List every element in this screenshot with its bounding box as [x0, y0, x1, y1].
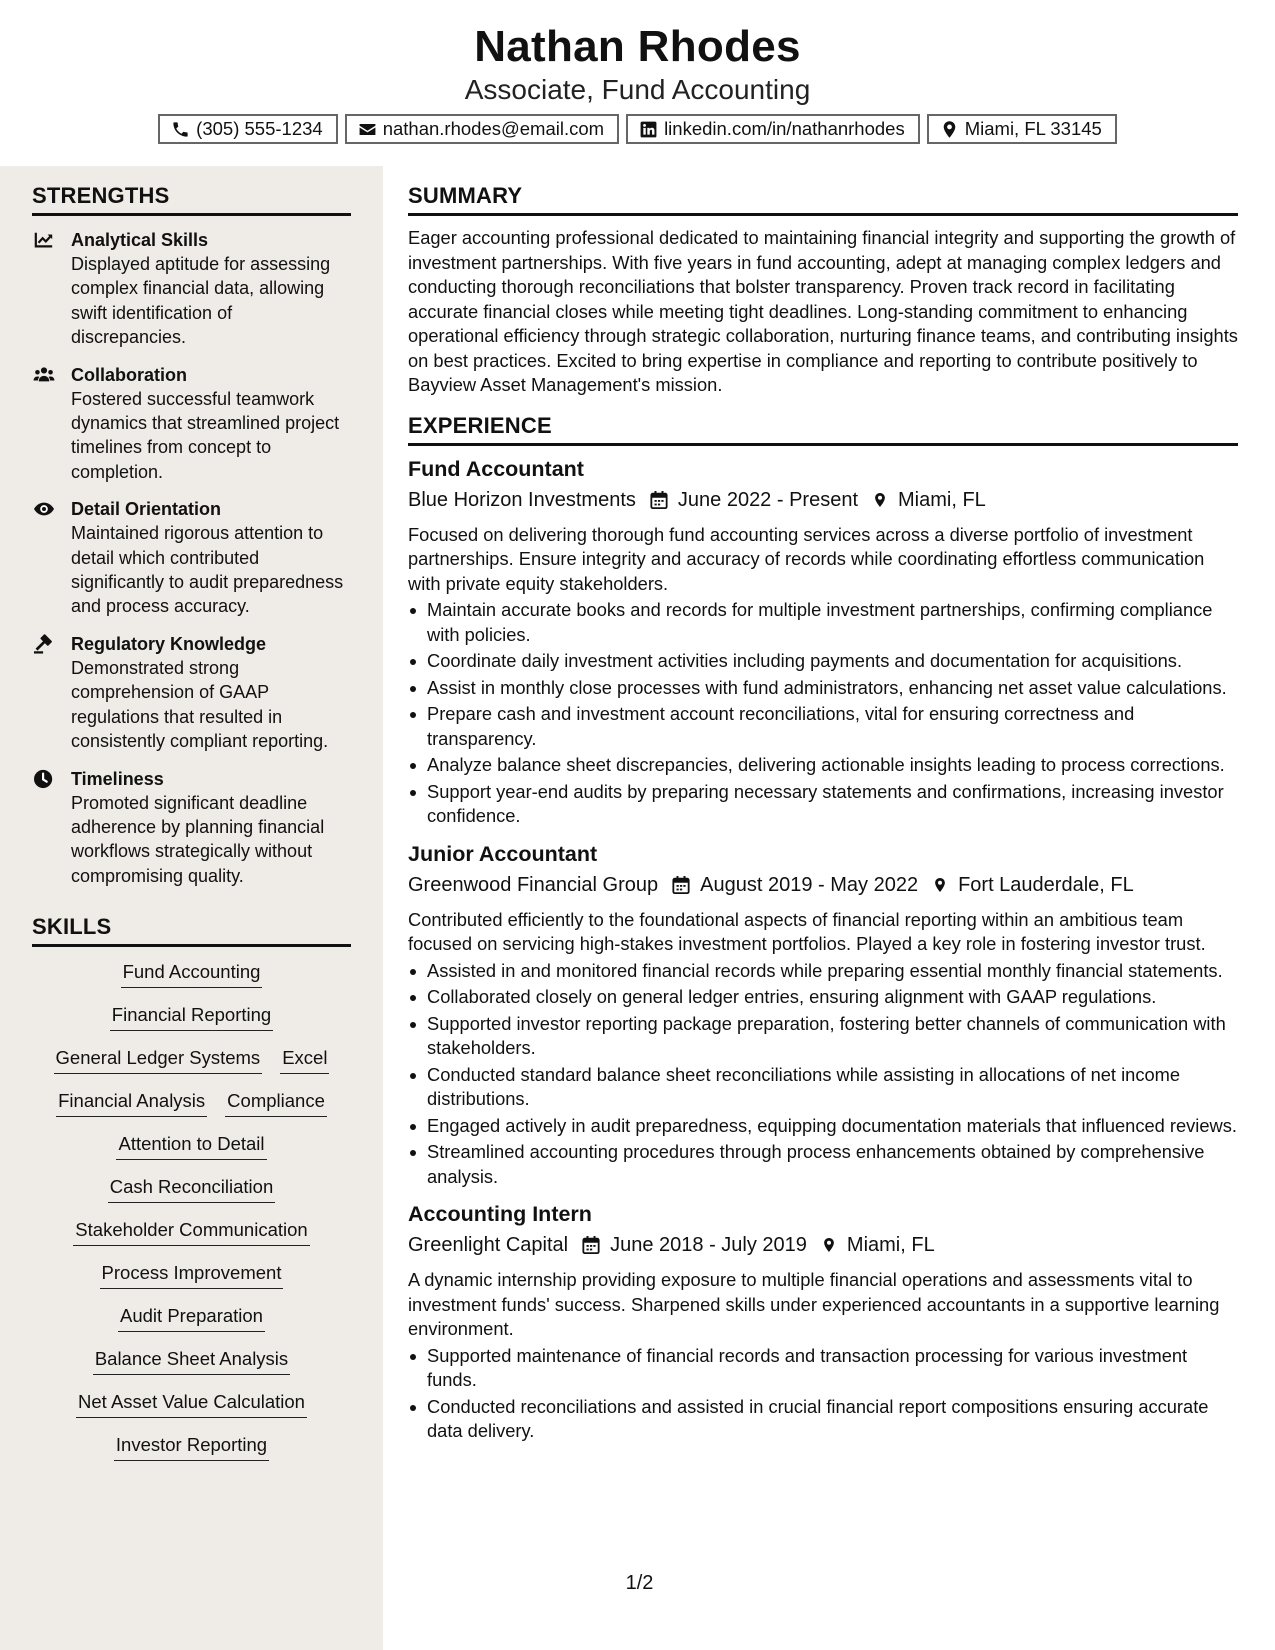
strength-title: Detail Orientation [71, 499, 222, 520]
skill-tag: Cash Reconciliation [108, 1174, 276, 1203]
job-meta [408, 1230, 1238, 1260]
strength-desc: Promoted significant deadline adherence by planning financial workflows strategically without compromising quality. [71, 792, 325, 886]
skill-tag: Balance Sheet Analysis [93, 1346, 290, 1375]
summary-text: Eager accounting professional dedicated to maintaining financial integrity and supporting the growth of investment partnerships. With five years in fund accounting, adept at managing complex ledgers and conducting thorough reconciliations that bolster transparency. Proven track record in facilitating accurate financial closes while meeting tight deadlines. Long-standing commitment to enhancing operational efficiency through strategic collaboration, nurturing finance teams, and contributing insights on best practices. Excited to bring expertise in compliance and reporting to contribute positively to Bayview Asset Management's mission. [408, 227, 1238, 395]
job-bullet: Conducted standard balance sheet reconciliations while assisting in allocations of net income distributions. [408, 1063, 1238, 1112]
job-bullet: Engaged actively in audit preparedness, equipping documentation materials that influenced reviews. [408, 1114, 1238, 1139]
calendar-icon [672, 875, 690, 895]
job-dates: June 2018 - July 2019 [610, 1234, 807, 1256]
job-bullet: Streamlined accounting procedures through process enhancements obtained by comprehensive analysis. [408, 1140, 1238, 1189]
skill-tag: Audit Preparation [118, 1303, 265, 1332]
contact-linkedin-text: linkedin.com/in/nathanrhodes [664, 118, 905, 139]
contact-location [927, 114, 1117, 144]
skill-tag: Financial Reporting [110, 1002, 273, 1031]
job-bullet: Assist in monthly close processes with fund administrators, enhancing net asset value calculations. [408, 676, 1238, 701]
contact-phone-text: (305) 555-1234 [196, 118, 323, 139]
resume-header [0, 0, 1275, 160]
job-company: Greenwood Financial Group [408, 873, 659, 896]
job-bullet: Prepare cash and investment account reconciliations, vital for ensuring correctness and transparency. [408, 702, 1238, 751]
contact-phone [158, 114, 338, 144]
skill-tag: Attention to Detail [116, 1131, 266, 1160]
job-description: Contributed efficiently to the foundational aspects of financial reporting within an ambitious team focused on servicing high-stakes investment portfolios. Played a key role in fostering investor trust. [408, 908, 1206, 954]
job-bullets [408, 1344, 1238, 1444]
job-entry [408, 839, 1238, 1190]
skill-tag: Stakeholder Communication [73, 1217, 309, 1246]
job-company: Blue Horizon Investments [408, 488, 636, 511]
job-meta [408, 870, 1238, 900]
candidate-title: Associate, Fund Accounting [464, 74, 811, 105]
job-description: Focused on delivering thorough fund accounting services across a diverse portfolio of investment partnerships. Ensure integrity and accuracy of records while coordinating effortless communication with private equity stakeholders. [408, 523, 1205, 594]
skill-tag: Financial Analysis [56, 1088, 207, 1117]
job-entry [408, 1199, 1238, 1444]
job-bullet: Coordinate daily investment activities including payments and documentation for acquisitions. [408, 649, 1238, 674]
skills-list [32, 959, 351, 1461]
skill-tag: Process Improvement [100, 1260, 284, 1289]
job-location: Miami, FL [846, 1234, 935, 1256]
job-bullet: Conducted reconciliations and assisted in crucial financial report compositions ensuring accurate data delivery. [408, 1395, 1238, 1444]
job-entry [408, 454, 1238, 829]
job-description: A dynamic internship providing exposure to multiple financial operations and assessments vital to investment funds' success. Sharpened skills under experienced accountants in a supportive learning environment. [408, 1269, 1220, 1339]
strength-item [32, 228, 351, 350]
strength-item [32, 632, 351, 754]
job-bullet: Support year-end audits by preparing necessary statements and confirmations, increasing investor confidence. [408, 780, 1238, 829]
map-pin-icon [940, 120, 959, 139]
job-title: Accounting Intern [408, 1202, 592, 1226]
main-column [408, 182, 1238, 1446]
strengths-list [32, 228, 351, 888]
job-title: Junior Accountant [408, 841, 598, 866]
envelope-icon [358, 120, 377, 139]
users-icon [33, 365, 55, 385]
strengths-heading: STRENGTHS [32, 182, 351, 216]
strength-title: Analytical Skills [71, 230, 209, 250]
job-bullet: Assisted in and monitored financial records while preparing essential monthly financial statements. [408, 959, 1238, 984]
skill-tag: Fund Accounting [121, 959, 263, 988]
map-pin-icon [932, 875, 948, 895]
contact-location-text: Miami, FL 33145 [964, 118, 1102, 139]
job-bullet: Maintain accurate books and records for multiple investment partnerships, confirming compliance with policies. [408, 598, 1238, 647]
eye-icon [33, 499, 55, 519]
calendar-icon [650, 490, 668, 510]
skill-tag: Compliance [225, 1088, 327, 1117]
skill-tag: General Ledger Systems [54, 1045, 263, 1074]
chart-line-icon [33, 230, 55, 250]
strength-title: Timeliness [71, 768, 164, 789]
job-bullets [408, 598, 1238, 829]
contact-bar [0, 114, 1275, 144]
skill-tag: Excel [280, 1045, 329, 1074]
page-number [0, 1572, 1275, 1595]
strength-item [32, 497, 351, 619]
strength-item [32, 767, 351, 889]
job-company: Greenlight Capital [408, 1234, 569, 1256]
strength-desc: Displayed aptitude for assessing complex financial data, allowing swift identification of discrepancies. [71, 254, 331, 348]
map-pin-icon [821, 1235, 837, 1255]
skill-tag: Investor Reporting [114, 1432, 269, 1461]
job-location: Miami, FL [898, 488, 986, 511]
contact-linkedin [626, 114, 920, 144]
linkedin-icon [639, 120, 658, 139]
job-dates: August 2019 - May 2022 [700, 873, 919, 896]
job-bullet: Collaborated closely on general ledger entries, ensuring alignment with GAAP regulations. [408, 985, 1238, 1010]
phone-icon [171, 120, 190, 139]
strength-desc: Fostered successful teamwork dynamics that streamlined project timelines from concept to completion. [71, 388, 340, 482]
contact-email-text: nathan.rhodes@email.com [382, 118, 605, 139]
calendar-icon [582, 1235, 600, 1255]
job-bullets [408, 959, 1238, 1190]
gavel-icon [33, 634, 55, 654]
candidate-name: Nathan Rhodes [474, 22, 801, 71]
strength-desc: Maintained rigorous attention to detail which contributed significantly to audit preparedness and process accuracy. [71, 523, 344, 617]
clock-icon [33, 769, 55, 789]
strength-title: Regulatory Knowledge [71, 633, 267, 654]
experience-heading: EXPERIENCE [408, 412, 1238, 446]
page-number-text: 1/2 [625, 1572, 654, 1594]
strength-title: Collaboration [71, 364, 187, 385]
skills-heading: SKILLS [32, 913, 351, 947]
job-bullet: Supported investor reporting package preparation, fostering better channels of communication with stakeholders. [408, 1012, 1238, 1061]
skill-tag: Net Asset Value Calculation [76, 1389, 307, 1418]
map-pin-icon [872, 490, 888, 510]
strength-desc: Demonstrated strong comprehension of GAAP regulations that resulted in consistently compliant reporting. [71, 657, 329, 752]
sidebar [0, 166, 383, 1650]
job-dates: June 2022 - Present [677, 488, 859, 511]
job-bullet: Supported maintenance of financial records and transaction processing for various investment funds. [408, 1344, 1238, 1393]
job-meta [408, 485, 1238, 515]
job-bullet: Analyze balance sheet discrepancies, delivering actionable insights leading to process corrections. [408, 753, 1238, 778]
strength-item [32, 363, 351, 485]
summary-heading: SUMMARY [408, 182, 1238, 216]
job-location: Fort Lauderdale, FL [958, 873, 1134, 896]
job-title: Fund Accountant [408, 456, 584, 481]
contact-email [345, 114, 619, 144]
